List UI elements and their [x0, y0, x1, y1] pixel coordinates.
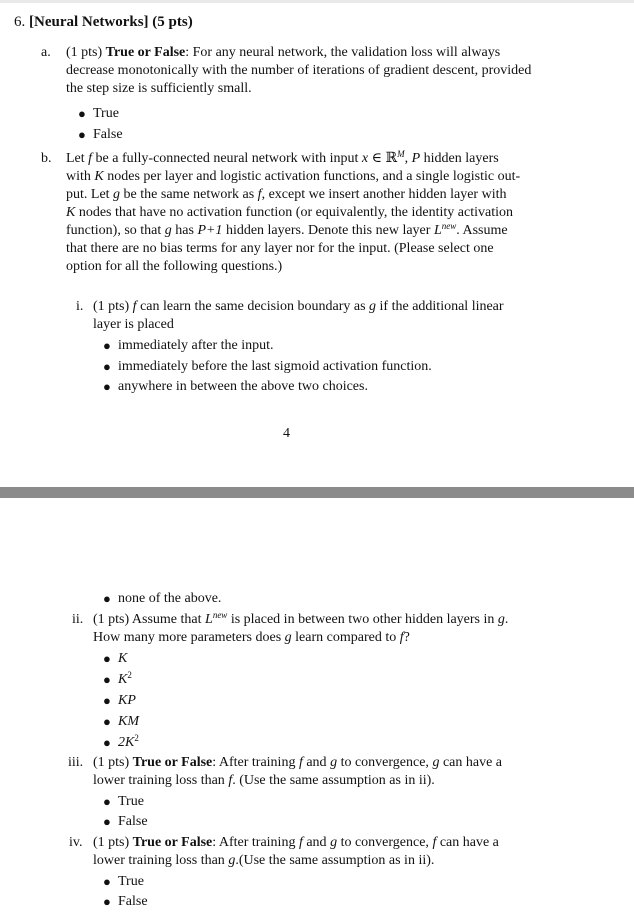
part-a-label: a.: [41, 45, 51, 60]
sub-ii-label: ii.: [72, 612, 84, 627]
sub-ii-option-2[interactable]: $K^2$: [118, 670, 132, 687]
part-a-option-false[interactable]: False: [93, 127, 123, 142]
sub-iv-line1: (1 pts) True or False: After training f and g to convergence, f can have a: [93, 835, 499, 850]
part-b-line2: with K nodes per layer and logistic activation functions, and a single logistic out-: [66, 169, 521, 184]
sub-ii-option-4[interactable]: KM: [118, 714, 139, 729]
question-title: [Neural Networks] (5 pts): [29, 14, 193, 30]
bullet-icon: ●: [103, 735, 111, 750]
sub-ii-option-5[interactable]: $2K^2$: [118, 733, 139, 750]
part-b-line4: K nodes that have no activation function (or equivalently, the identity activation: [66, 205, 513, 220]
sub-iv-option-false[interactable]: False: [118, 894, 148, 909]
bullet-icon: ●: [78, 106, 86, 121]
sub-ii-line2: How many more parameters does g learn compared to f?: [93, 630, 410, 645]
sub-i-option-1[interactable]: immediately after the input.: [118, 338, 274, 353]
sub-ii-option-1[interactable]: K: [118, 651, 128, 666]
sub-iv-line2: lower training loss than g.(Use the same assumption as in ii).: [93, 853, 435, 868]
part-b-line7: option for all the following questions.): [66, 259, 283, 274]
bullet-icon: ●: [103, 874, 111, 889]
sub-i-option-4[interactable]: none of the above.: [118, 591, 222, 606]
part-a-option-true[interactable]: True: [93, 106, 119, 121]
sub-iii-label: iii.: [68, 755, 84, 770]
part-b-label: b.: [41, 151, 52, 166]
bullet-icon: ●: [78, 127, 86, 142]
sub-ii-option-3[interactable]: KP: [118, 693, 136, 708]
part-a-line1: (1 pts) True or False: For any neural network, the validation loss will always: [66, 45, 501, 60]
sub-i-line1: (1 pts) f can learn the same decision boundary as g if the additional linear: [93, 299, 504, 314]
sub-iii-option-false[interactable]: False: [118, 814, 148, 829]
sub-i-option-3[interactable]: anywhere in between the above two choices.: [118, 379, 368, 394]
sub-i-line2: layer is placed: [93, 317, 174, 332]
page-number: 4: [283, 426, 290, 441]
bullet-icon: ●: [103, 672, 111, 687]
bullet-icon: ●: [103, 693, 111, 708]
bullet-icon: ●: [103, 359, 111, 374]
sub-iii-option-true[interactable]: True: [118, 794, 144, 809]
sub-iv-option-true[interactable]: True: [118, 874, 144, 889]
sub-iii-line2: lower training loss than f. (Use the same assumption as in ii).: [93, 773, 435, 788]
sub-iv-label: iv.: [69, 835, 83, 850]
question-number: 6.: [14, 14, 26, 30]
bullet-icon: ●: [103, 794, 111, 809]
sub-i-option-2[interactable]: immediately before the last sigmoid activation function.: [118, 359, 432, 374]
bullet-icon: ●: [103, 814, 111, 829]
question-header: [14, 13, 193, 31]
sub-ii-line1: (1 pts) Assume that $L^{new}$ is placed in between two other hidden layers in g.: [93, 610, 509, 627]
part-a-line3: the step size is sufficiently small.: [66, 81, 252, 96]
bullet-icon: ●: [103, 338, 111, 353]
bullet-icon: ●: [103, 714, 111, 729]
part-a-line2: decrease monotonically with the number of iterations of gradient descent, provided: [66, 63, 532, 78]
part-b-line1: Let f be a fully-connected neural network with input x ∈ ℝ$^M$, P hidden layers: [66, 149, 499, 166]
page-divider: [0, 487, 634, 498]
part-b-line3: put. Let g be the same network as f, except we insert another hidden layer with: [66, 187, 507, 202]
bullet-icon: ●: [103, 591, 111, 606]
part-b-line5: function), so that g has P+1 hidden layers. Denote this new layer $L^{new}$. Assume: [66, 221, 508, 238]
bullet-icon: ●: [103, 651, 111, 666]
sub-i-label: i.: [76, 299, 84, 314]
bullet-icon: ●: [103, 379, 111, 394]
page-top-edge: [0, 0, 634, 3]
bullet-icon: ●: [103, 894, 111, 909]
part-b-line6: that there are no bias terms for any layer nor for the input. (Please select one: [66, 241, 494, 256]
sub-iii-line1: (1 pts) True or False: After training f and g to convergence, g can have a: [93, 755, 503, 770]
